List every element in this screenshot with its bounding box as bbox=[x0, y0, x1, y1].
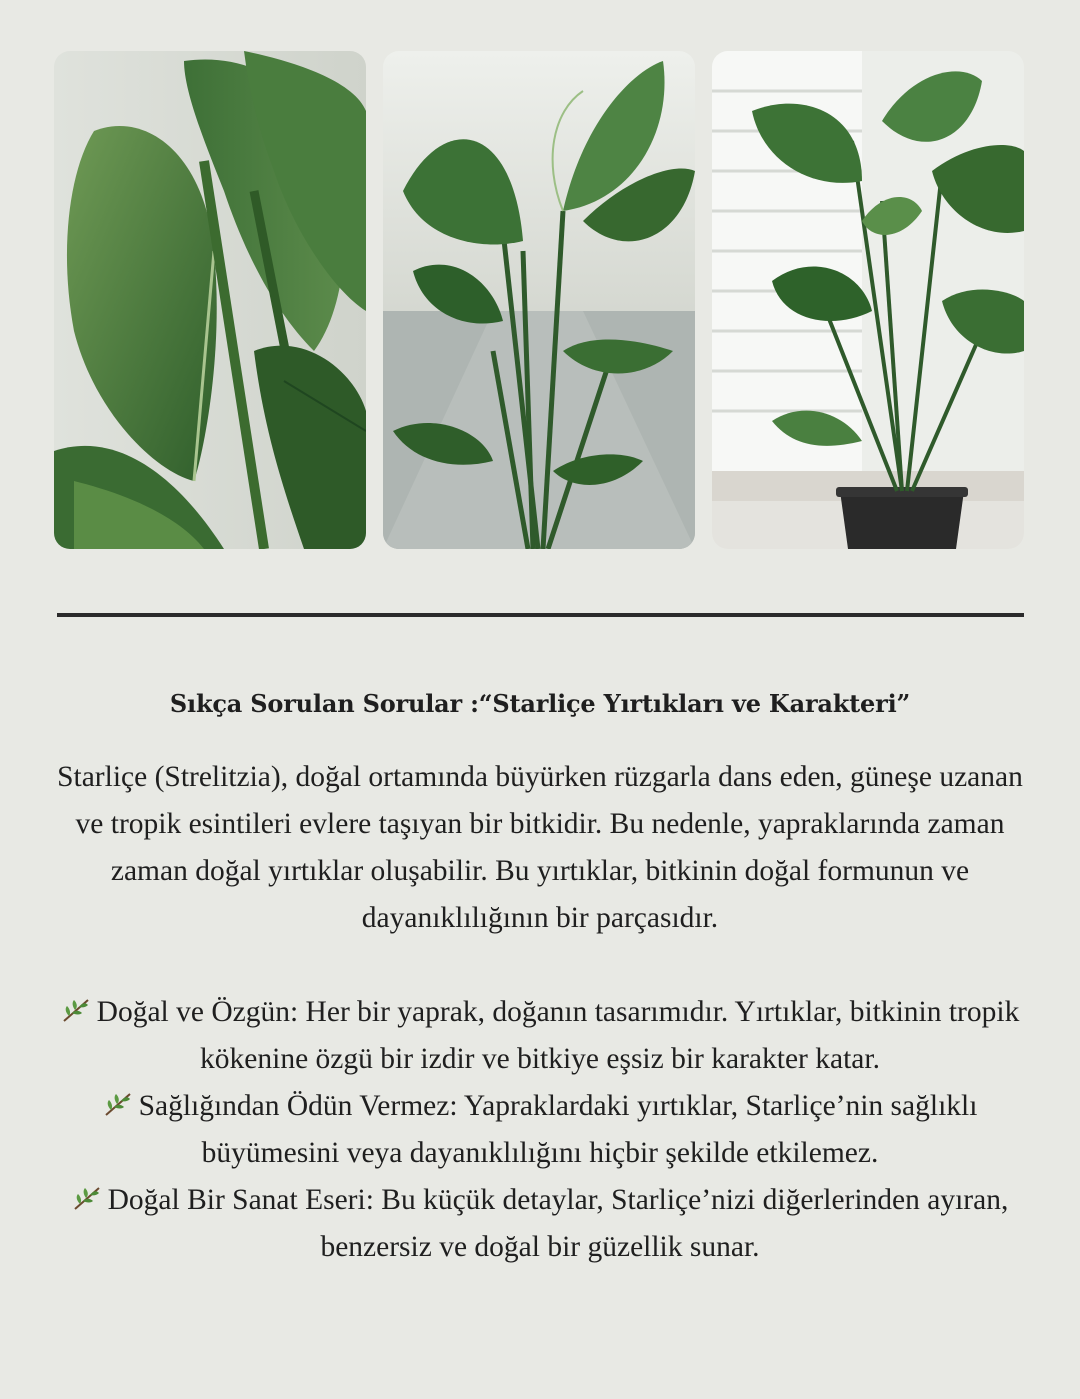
faq-bullet-item bbox=[54, 989, 1026, 1083]
faq-bullet-list bbox=[54, 989, 1026, 1271]
strelitzia-window-pot-photo bbox=[712, 51, 1024, 549]
faq-intro-paragraph: Starliçe (Strelitzia), doğal ortamında büyürken rüzgarla dans eden, güneşe uzanan ve tropik esintileri evlere taşıyan bir bitkidir. Bu nedenle, yapraklarında zaman zaman doğal yırtıklar oluşabilir. Bu yırtıklar, bitkinin doğal formunun ve dayanıklılığının bir parçasıdır. bbox=[57, 761, 1023, 934]
herb-icon bbox=[72, 1185, 102, 1211]
faq-title: Sıkça Sorulan Sorular :“Starliçe Yırtıkları ve Karakteri” bbox=[169, 689, 911, 718]
faq-bullet-text: Sağlığından Ödün Vermez: Yapraklardaki yırtıklar, Starliçe’nin sağlıklı büyümesini veya dayanıklılığını hiçbir şekilde etkilemez. bbox=[138, 1090, 978, 1169]
banana-leaf-closeup-photo bbox=[54, 51, 366, 549]
herb-icon bbox=[61, 997, 91, 1023]
faq-bullet-item bbox=[54, 1177, 1026, 1271]
faq-bullet-item bbox=[54, 1083, 1026, 1177]
strelitzia-greenhouse-photo bbox=[383, 51, 695, 549]
section-divider bbox=[57, 613, 1024, 617]
faq-section bbox=[54, 680, 1026, 1271]
faq-bullet-text: Doğal Bir Sanat Eseri: Bu küçük detaylar, Starliçe’nizi diğerlerinden ayıran, benzersiz ve doğal bir güzellik sunar. bbox=[107, 1184, 1009, 1263]
herb-icon bbox=[103, 1091, 133, 1117]
photo-gallery bbox=[54, 51, 1024, 549]
faq-bullet-text: Doğal ve Özgün: Her bir yaprak, doğanın tasarımıdır. Yırtıklar, bitkinin tropik kökenine özgü bir izdir ve bitkiye eşsiz bir karakter katar. bbox=[96, 996, 1020, 1075]
